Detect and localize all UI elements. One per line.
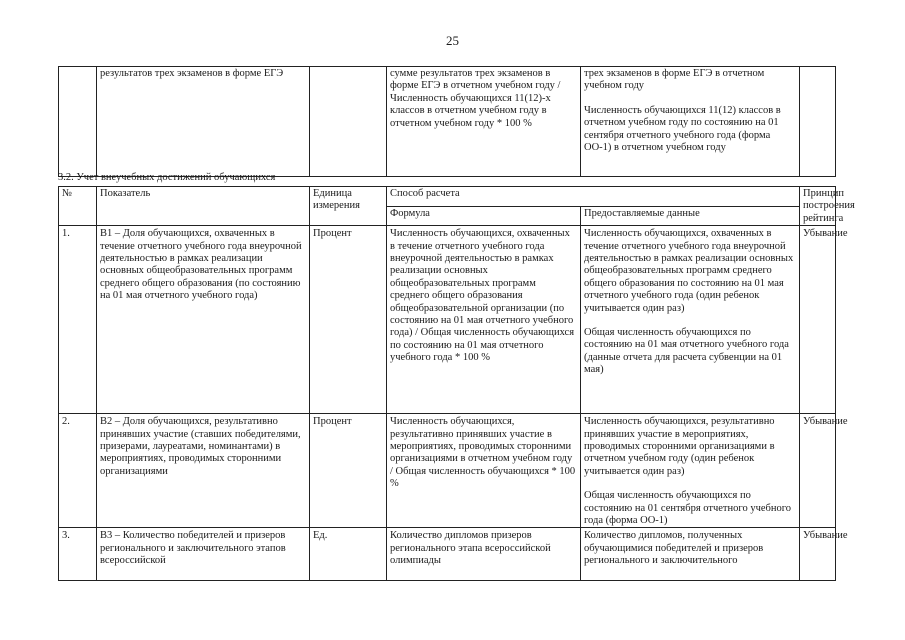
cell-formula: сумме результатов трех экзаменов в форме ЕГЭ в отчетном учебном году / Численность обучающихся 11(12)-х классов в отчетном учебном году в отчетном учебном году * 100 % xyxy=(387,67,581,177)
cell-unit xyxy=(310,67,387,177)
table-row xyxy=(59,67,836,177)
table-row xyxy=(59,528,836,581)
cell-principle: Убывание xyxy=(800,226,836,414)
section-title: 3.2. Учет внеучебных достижений обучающихся xyxy=(58,172,276,183)
provided-part-b: Общая численность обучающихся по состоянию на 01 сентября отчетного учебного года (форма ОО-1) xyxy=(584,490,792,527)
provided-part-b: Численность обучающихся 11(12) классов в отчетном учебном году по состоянию на 01 сентября отчетного учебного года (форма ОО-1) в отчетном учебном году xyxy=(584,104,781,154)
cell-principle xyxy=(800,67,836,177)
cell-indicator: результатов трех экзаменов в форме ЕГЭ xyxy=(97,67,310,177)
cell-num xyxy=(59,67,97,177)
cell-num: 2. xyxy=(59,414,97,528)
header-formula: Формула xyxy=(387,206,581,226)
table-header-row xyxy=(59,187,836,207)
cell-num: 3. xyxy=(59,528,97,581)
cell-indicator: В1 – Доля обучающихся, охваченных в течение отчетного учебного года внеурочной деятельностью в рамках реализации основных общеобразовательных программ среднего общего образования (по состоянию на 01 мая отчетного учебного года) xyxy=(97,226,310,414)
cell-provided xyxy=(581,528,800,581)
table-row xyxy=(59,414,836,528)
cell-provided xyxy=(581,226,800,414)
achievements-table xyxy=(58,186,855,581)
cell-unit: Процент xyxy=(310,414,387,528)
provided-part-a: Численность обучающихся, охваченных в течение отчетного учебного года внеурочной деятельностью в рамках реализации основных общеобразовательных программ среднего общего образования по состоянию на 01 мая отчетного учебного года (один ребенок учитывается один раз) xyxy=(584,228,794,314)
cell-principle: Убывание xyxy=(800,528,836,581)
provided-part-a: Количество дипломов, полученных обучающимися победителей и призеров регионального и заключительного xyxy=(584,530,764,567)
provided-part-a: Численность обучающихся, результативно принявших участие в мероприятиях, проводимых сторонними организациями в отчетном учебном году (один ребенок учитывается один раз) xyxy=(584,416,775,477)
header-indicator: Показатель xyxy=(97,187,310,226)
page-number: 25 xyxy=(446,33,459,48)
provided-part-b: Общая численность обучающихся по состоянию на 01 мая отчетного учебного года (данные отчета для расчета субвенции на 01 мая) xyxy=(584,327,789,376)
provided-part-a: трех экзаменов в форме ЕГЭ в отчетном учебном году xyxy=(584,68,765,92)
cell-provided xyxy=(581,414,800,528)
header-method: Способ расчета xyxy=(387,187,800,207)
cell-principle: Убывание xyxy=(800,414,836,528)
header-num: № xyxy=(59,187,97,226)
cell-formula: Численность обучающихся, охваченных в течение отчетного учебного года внеурочной деятельностью в рамках реализации основных общеобразовательных программ среднего общего образования общеобразовательной организации (по состоянию на 01 мая отчетного учебного года) / Общая численность обучающихся по состоянию на 01 мая отчетного учебного года * 100 % xyxy=(387,226,581,414)
cell-formula: Количество дипломов призеров регионального этапа всероссийской олимпиады xyxy=(387,528,581,581)
cell-indicator: В2 – Доля обучающихся, результативно принявших участие (ставших победителями, призерами, лауреатами, номинантами) в мероприятиях, проводимых сторонними организациями xyxy=(97,414,310,528)
header-principle: Принцип построения рейтинга xyxy=(800,187,836,226)
cell-unit: Ед. xyxy=(310,528,387,581)
continuation-table xyxy=(58,66,836,177)
cell-formula: Численность обучающихся, результативно принявших участие в мероприятиях, проводимых сторонними организациями в отчетном учебном году / Общая численность обучающихся * 100 % xyxy=(387,414,581,528)
header-unit: Единица измерения xyxy=(310,187,387,226)
cell-provided xyxy=(581,67,800,177)
cell-unit: Процент xyxy=(310,226,387,414)
header-provided: Предоставляемые данные xyxy=(581,206,800,226)
cell-num: 1. xyxy=(59,226,97,414)
cell-indicator: В3 – Количество победителей и призеров регионального и заключительного этапов всероссийской xyxy=(97,528,310,581)
table-row xyxy=(59,226,836,414)
